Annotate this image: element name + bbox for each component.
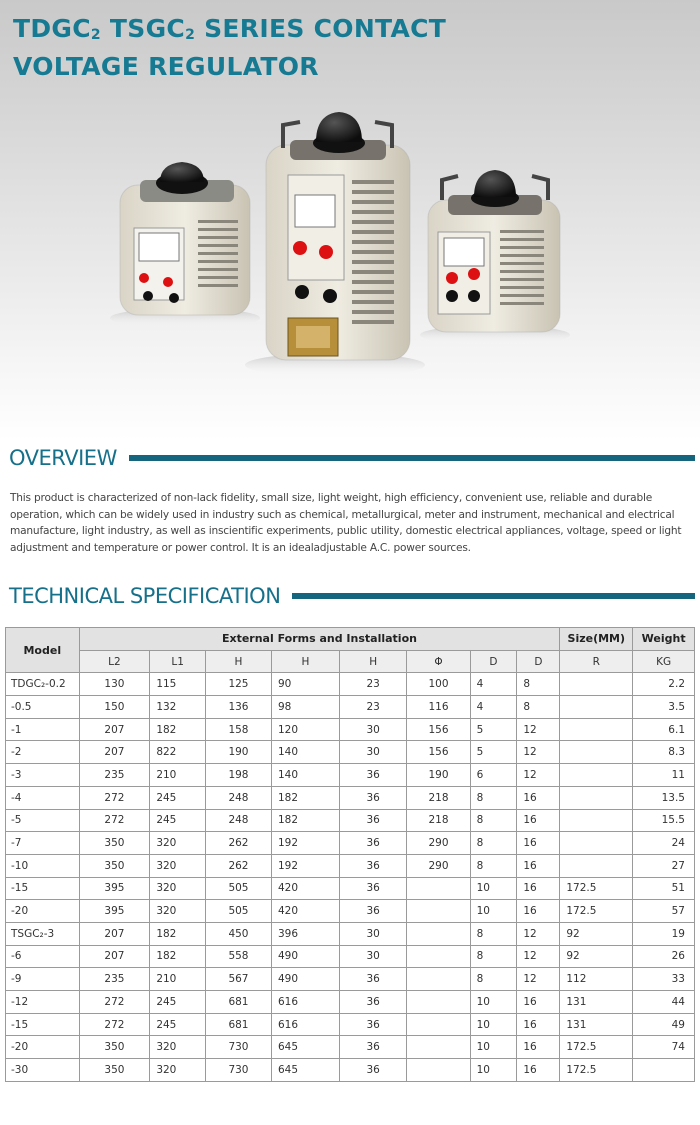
model-cell: TSGC₂-3 <box>6 922 80 945</box>
table-row <box>6 877 695 900</box>
value-cell: 320 <box>150 1059 206 1082</box>
subheader-cell: Φ <box>407 650 470 673</box>
value-cell: 116 <box>407 696 470 719</box>
value-cell: 182 <box>271 809 339 832</box>
value-cell <box>407 991 470 1014</box>
value-cell: 30 <box>339 922 407 945</box>
model-cell: -2 <box>6 741 80 764</box>
value-cell: 8.3 <box>633 741 695 764</box>
value-cell: 36 <box>339 854 407 877</box>
value-cell: 245 <box>150 809 206 832</box>
value-cell: 262 <box>205 832 271 855</box>
value-cell: 172.5 <box>560 1059 633 1082</box>
value-cell: 136 <box>205 696 271 719</box>
value-cell: 115 <box>150 673 206 696</box>
value-cell: 450 <box>205 922 271 945</box>
overview-heading-label: OVERVIEW <box>9 446 117 470</box>
value-cell: 681 <box>205 1013 271 1036</box>
value-cell: 567 <box>205 968 271 991</box>
value-cell: 36 <box>339 877 407 900</box>
model-cell: -3 <box>6 764 80 787</box>
large-regulator-center <box>245 112 425 377</box>
table-row <box>6 945 695 968</box>
value-cell: 131 <box>560 991 633 1014</box>
value-cell <box>560 832 633 855</box>
value-cell: 272 <box>79 809 150 832</box>
subheader-cell: KG <box>633 650 695 673</box>
value-cell: 290 <box>407 832 470 855</box>
value-cell: 182 <box>150 945 206 968</box>
value-cell: 98 <box>271 696 339 719</box>
value-cell: 320 <box>150 900 206 923</box>
value-cell: 23 <box>339 673 407 696</box>
value-cell: 16 <box>517 809 560 832</box>
value-cell: 210 <box>150 968 206 991</box>
table-row <box>6 1036 695 1059</box>
value-cell: 182 <box>150 718 206 741</box>
value-cell: 5 <box>470 718 517 741</box>
value-cell: 681 <box>205 991 271 1014</box>
value-cell: 24 <box>633 832 695 855</box>
value-cell: 10 <box>470 1013 517 1036</box>
value-cell: 395 <box>79 877 150 900</box>
value-cell: 420 <box>271 900 339 923</box>
value-cell: 120 <box>271 718 339 741</box>
value-cell: 112 <box>560 968 633 991</box>
techspec-divider <box>292 593 695 599</box>
value-cell <box>407 1036 470 1059</box>
value-cell: 207 <box>79 922 150 945</box>
value-cell: 272 <box>79 991 150 1014</box>
subheader-cell: H <box>271 650 339 673</box>
value-cell: 36 <box>339 809 407 832</box>
header-weight: Weight <box>633 628 695 651</box>
value-cell: 16 <box>517 1013 560 1036</box>
value-cell: 10 <box>470 1059 517 1082</box>
value-cell: 8 <box>517 696 560 719</box>
value-cell: 16 <box>517 786 560 809</box>
value-cell: 8 <box>470 968 517 991</box>
overview-text: This product is characterized of non-lack fidelity, small size, light weight, high efficiency, convenient use, reliable and durable operation, which can be widely used in industry such as chemical, metallurgical, meter and instrument, mechanical and electrical manufacture, light industry, as well as inscientific experiments, public utility, domestic electrical appliances, voltage, speed or light adjustment and temperature or power control. It is an idealadjustable A.C. power sources. <box>10 492 682 554</box>
value-cell: 248 <box>205 786 271 809</box>
spec-table <box>5 627 695 1082</box>
value-cell <box>560 809 633 832</box>
table-row <box>6 991 695 1014</box>
value-cell: 190 <box>205 741 271 764</box>
value-cell: 100 <box>407 673 470 696</box>
value-cell: 2.2 <box>633 673 695 696</box>
value-cell: 218 <box>407 786 470 809</box>
table-row <box>6 922 695 945</box>
model-cell: -1 <box>6 718 80 741</box>
value-cell: 172.5 <box>560 1036 633 1059</box>
value-cell: 125 <box>205 673 271 696</box>
value-cell: 6 <box>470 764 517 787</box>
value-cell: 290 <box>407 854 470 877</box>
value-cell: 36 <box>339 968 407 991</box>
header-model: Model <box>6 628 80 673</box>
subheader-cell: R <box>560 650 633 673</box>
table-row <box>6 786 695 809</box>
subheader-cell: D <box>470 650 517 673</box>
value-cell: 8 <box>517 673 560 696</box>
value-cell: 207 <box>79 945 150 968</box>
value-cell: 245 <box>150 991 206 1014</box>
value-cell: 198 <box>205 764 271 787</box>
value-cell: 350 <box>79 1059 150 1082</box>
value-cell: 730 <box>205 1059 271 1082</box>
value-cell: 8 <box>470 922 517 945</box>
value-cell: 10 <box>470 877 517 900</box>
value-cell: 4 <box>470 673 517 696</box>
value-cell: 57 <box>633 900 695 923</box>
table-row <box>6 764 695 787</box>
value-cell: 12 <box>517 764 560 787</box>
value-cell: 132 <box>150 696 206 719</box>
value-cell: 16 <box>517 1036 560 1059</box>
value-cell: 8 <box>470 854 517 877</box>
value-cell: 645 <box>271 1036 339 1059</box>
model-cell: -6 <box>6 945 80 968</box>
value-cell: 30 <box>339 741 407 764</box>
value-cell: 6.1 <box>633 718 695 741</box>
value-cell: 190 <box>407 764 470 787</box>
value-cell: 90 <box>271 673 339 696</box>
model-cell: -15 <box>6 877 80 900</box>
model-cell: -10 <box>6 854 80 877</box>
value-cell: 396 <box>271 922 339 945</box>
value-cell: 490 <box>271 945 339 968</box>
value-cell: 320 <box>150 854 206 877</box>
value-cell: 36 <box>339 1036 407 1059</box>
value-cell <box>633 1059 695 1082</box>
techspec-heading <box>9 582 695 610</box>
value-cell: 3.5 <box>633 696 695 719</box>
title-line-2: VOLTAGE REGULATOR <box>13 52 319 81</box>
value-cell: 207 <box>79 741 150 764</box>
value-cell: 8 <box>470 786 517 809</box>
value-cell: 4 <box>470 696 517 719</box>
value-cell <box>407 1059 470 1082</box>
subheader-cell: D <box>517 650 560 673</box>
value-cell: 16 <box>517 854 560 877</box>
value-cell: 192 <box>271 854 339 877</box>
value-cell: 26 <box>633 945 695 968</box>
subheader-cell: H <box>339 650 407 673</box>
value-cell: 12 <box>517 922 560 945</box>
value-cell: 218 <box>407 809 470 832</box>
value-cell: 19 <box>633 922 695 945</box>
value-cell: 730 <box>205 1036 271 1059</box>
value-cell: 16 <box>517 900 560 923</box>
model-cell: -0.5 <box>6 696 80 719</box>
overview-divider <box>129 455 695 461</box>
value-cell: 207 <box>79 718 150 741</box>
value-cell: 92 <box>560 922 633 945</box>
value-cell: 36 <box>339 764 407 787</box>
value-cell <box>407 877 470 900</box>
value-cell: 74 <box>633 1036 695 1059</box>
value-cell: 150 <box>79 696 150 719</box>
table-row <box>6 718 695 741</box>
model-cell: -15 <box>6 1013 80 1036</box>
value-cell: 248 <box>205 809 271 832</box>
model-cell: -5 <box>6 809 80 832</box>
table-row <box>6 673 695 696</box>
value-cell: 192 <box>271 832 339 855</box>
value-cell <box>407 1013 470 1036</box>
table-row <box>6 696 695 719</box>
value-cell: 131 <box>560 1013 633 1036</box>
value-cell: 36 <box>339 1059 407 1082</box>
value-cell: 12 <box>517 945 560 968</box>
value-cell: 182 <box>150 922 206 945</box>
value-cell: 320 <box>150 877 206 900</box>
medium-regulator-right <box>420 170 570 345</box>
value-cell: 8 <box>470 809 517 832</box>
value-cell: 235 <box>79 968 150 991</box>
value-cell: 49 <box>633 1013 695 1036</box>
value-cell: 12 <box>517 741 560 764</box>
value-cell: 350 <box>79 832 150 855</box>
value-cell: 350 <box>79 854 150 877</box>
value-cell: 320 <box>150 832 206 855</box>
value-cell: 490 <box>271 968 339 991</box>
model-cell: -9 <box>6 968 80 991</box>
model-cell: TDGC₂-0.2 <box>6 673 80 696</box>
model-cell: -30 <box>6 1059 80 1082</box>
value-cell: 395 <box>79 900 150 923</box>
value-cell: 558 <box>205 945 271 968</box>
table-row <box>6 832 695 855</box>
hero-banner <box>0 0 700 440</box>
value-cell: 156 <box>407 718 470 741</box>
spec-table-body <box>6 673 695 1081</box>
table-row <box>6 1013 695 1036</box>
table-row <box>6 968 695 991</box>
value-cell: 33 <box>633 968 695 991</box>
value-cell: 235 <box>79 764 150 787</box>
value-cell <box>407 945 470 968</box>
header-external-forms: External Forms and Installation <box>79 628 560 651</box>
value-cell: 8 <box>470 945 517 968</box>
value-cell: 616 <box>271 991 339 1014</box>
value-cell <box>407 968 470 991</box>
value-cell: 130 <box>79 673 150 696</box>
value-cell: 13.5 <box>633 786 695 809</box>
value-cell: 505 <box>205 900 271 923</box>
value-cell <box>560 673 633 696</box>
value-cell: 36 <box>339 991 407 1014</box>
value-cell: 172.5 <box>560 900 633 923</box>
value-cell: 616 <box>271 1013 339 1036</box>
value-cell: 16 <box>517 991 560 1014</box>
value-cell: 30 <box>339 718 407 741</box>
value-cell: 36 <box>339 832 407 855</box>
table-row <box>6 809 695 832</box>
value-cell <box>407 900 470 923</box>
product-photo <box>0 0 700 440</box>
value-cell: 822 <box>150 741 206 764</box>
value-cell <box>560 696 633 719</box>
header-size: Size(MM) <box>560 628 633 651</box>
subheader-cell: H <box>205 650 271 673</box>
value-cell: 30 <box>339 945 407 968</box>
value-cell: 44 <box>633 991 695 1014</box>
value-cell: 182 <box>271 786 339 809</box>
value-cell <box>560 764 633 787</box>
value-cell: 27 <box>633 854 695 877</box>
value-cell: 272 <box>79 1013 150 1036</box>
subheader-cell: L2 <box>79 650 150 673</box>
table-row <box>6 900 695 923</box>
value-cell: 10 <box>470 900 517 923</box>
value-cell: 5 <box>470 741 517 764</box>
value-cell: 420 <box>271 877 339 900</box>
value-cell <box>407 922 470 945</box>
value-cell: 320 <box>150 1036 206 1059</box>
value-cell: 10 <box>470 1036 517 1059</box>
value-cell: 15.5 <box>633 809 695 832</box>
value-cell: 16 <box>517 1059 560 1082</box>
value-cell: 36 <box>339 786 407 809</box>
model-cell: -12 <box>6 991 80 1014</box>
value-cell: 140 <box>271 741 339 764</box>
value-cell: 92 <box>560 945 633 968</box>
title-line-1: $TDGC_2$ $TSGC_2$ SERIES CONTACT <box>13 14 447 43</box>
value-cell: 645 <box>271 1059 339 1082</box>
techspec-heading-label: TECHNICAL SPECIFICATION <box>9 584 281 608</box>
value-cell <box>560 854 633 877</box>
value-cell: 12 <box>517 718 560 741</box>
value-cell: 23 <box>339 696 407 719</box>
value-cell: 210 <box>150 764 206 787</box>
value-cell: 16 <box>517 832 560 855</box>
value-cell <box>560 718 633 741</box>
value-cell: 11 <box>633 764 695 787</box>
small-regulator-left <box>110 162 260 328</box>
value-cell: 505 <box>205 877 271 900</box>
value-cell: 262 <box>205 854 271 877</box>
value-cell: 8 <box>470 832 517 855</box>
table-row <box>6 854 695 877</box>
table-row <box>6 1059 695 1082</box>
value-cell: 36 <box>339 1013 407 1036</box>
model-cell: -20 <box>6 1036 80 1059</box>
table-row <box>6 741 695 764</box>
model-cell: -4 <box>6 786 80 809</box>
value-cell: 10 <box>470 991 517 1014</box>
value-cell: 36 <box>339 900 407 923</box>
value-cell: 140 <box>271 764 339 787</box>
value-cell: 272 <box>79 786 150 809</box>
value-cell: 172.5 <box>560 877 633 900</box>
value-cell: 51 <box>633 877 695 900</box>
value-cell: 158 <box>205 718 271 741</box>
model-cell: -20 <box>6 900 80 923</box>
value-cell <box>560 786 633 809</box>
value-cell <box>560 741 633 764</box>
value-cell: 245 <box>150 786 206 809</box>
value-cell: 156 <box>407 741 470 764</box>
value-cell: 16 <box>517 877 560 900</box>
value-cell: 12 <box>517 968 560 991</box>
overview-heading <box>9 444 695 472</box>
subheader-cell: L1 <box>150 650 206 673</box>
subheader-row <box>6 650 695 673</box>
value-cell: 350 <box>79 1036 150 1059</box>
model-cell: -7 <box>6 832 80 855</box>
value-cell: 245 <box>150 1013 206 1036</box>
